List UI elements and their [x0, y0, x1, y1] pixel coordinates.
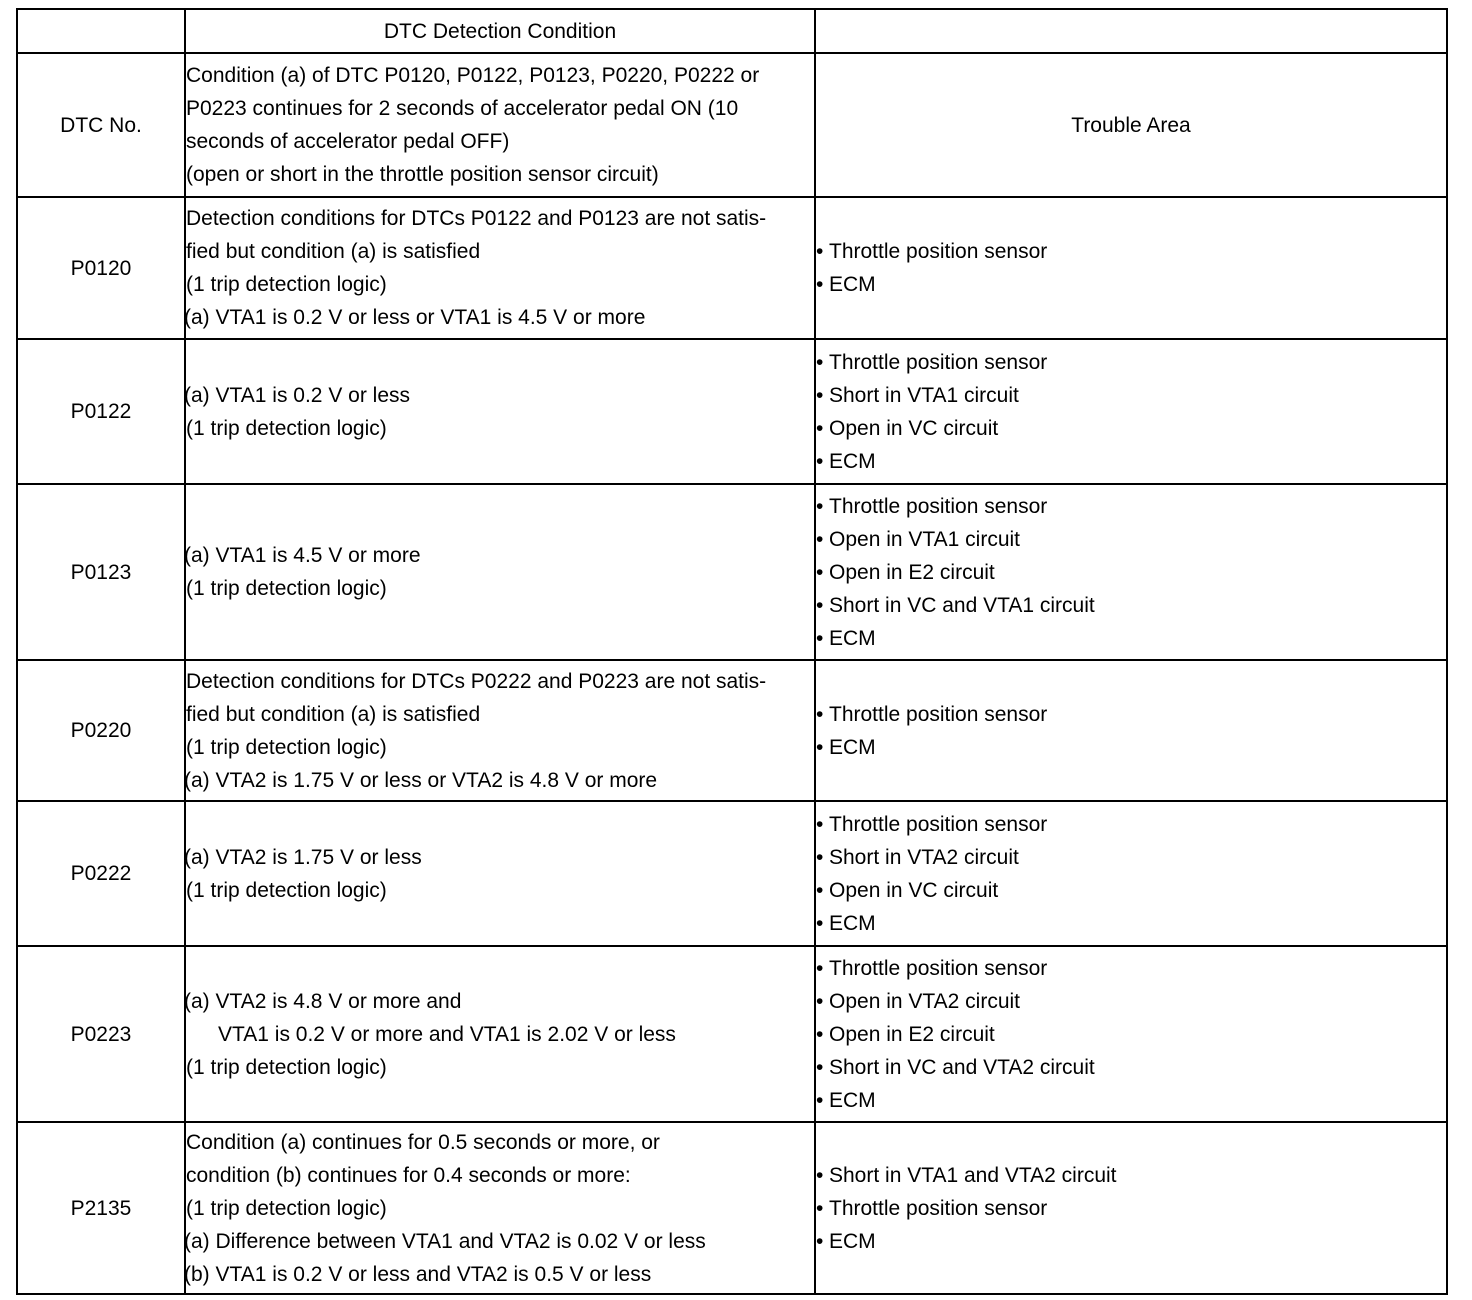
- condition-line: (a) VTA1 is 0.2 V or less: [184, 383, 411, 407]
- dtc-code: P0123: [17, 484, 185, 660]
- dtc-code: P0223: [17, 946, 185, 1122]
- trouble-area-item: • Short in VTA1 circuit: [816, 379, 1446, 412]
- condition-line: (1 trip detection logic): [186, 1055, 387, 1079]
- table-row: [17, 484, 1447, 660]
- trouble-area-item: • Short in VC and VTA2 circuit: [816, 1051, 1446, 1084]
- trouble-area: [815, 946, 1447, 1122]
- detection-condition: [185, 339, 815, 484]
- header-dtc-no: DTC No.: [17, 53, 185, 197]
- header-detection-condition: DTC Detection Condition: [185, 9, 815, 53]
- condition-line: (a) VTA2 is 1.75 V or less: [184, 845, 422, 869]
- dtc-code: P0220: [17, 660, 185, 801]
- table-row: [17, 1122, 1447, 1294]
- trouble-area-item: • Open in VC circuit: [816, 412, 1446, 445]
- condition-line: (1 trip detection logic): [186, 577, 387, 600]
- condition-line: (1 trip detection logic): [186, 735, 387, 759]
- header-condition-line: Condition (a) of DTC P0120, P0122, P0123, P0220, P0222 or: [186, 64, 760, 87]
- trouble-area: [815, 197, 1447, 339]
- condition-line: (a) VTA1 is 0.2 V or less or VTA1 is 4.5 V or more: [184, 306, 646, 329]
- detection-condition: [185, 660, 815, 801]
- table-row: [17, 339, 1447, 484]
- trouble-area: [815, 339, 1447, 484]
- trouble-area: [815, 1122, 1447, 1294]
- detection-condition: [185, 484, 815, 660]
- detection-condition: [185, 946, 815, 1122]
- condition-line: (1 trip detection logic): [186, 416, 387, 440]
- dtc-code: P2135: [17, 1122, 185, 1294]
- header-blank-cell-right: [815, 9, 1447, 53]
- condition-line: (1 trip detection logic): [186, 878, 387, 902]
- condition-line: (b) VTA1 is 0.2 V or less and VTA2 is 0.5 V or less: [184, 1262, 652, 1286]
- condition-line: (a) VTA2 is 4.8 V or more and: [184, 989, 462, 1013]
- trouble-area-item: • Short in VC and VTA1 circuit: [816, 589, 1446, 622]
- trouble-area-item: • Open in E2 circuit: [816, 1018, 1446, 1051]
- condition-line: (1 trip detection logic): [186, 273, 387, 296]
- trouble-area-item: • ECM: [816, 1084, 1446, 1117]
- condition-line: Condition (a) continues for 0.5 seconds or more, or: [186, 1130, 660, 1154]
- trouble-area-item: • ECM: [816, 907, 1446, 940]
- condition-line: (a) Difference between VTA1 and VTA2 is 0.02 V or less: [184, 1229, 706, 1253]
- condition-line: (a) VTA2 is 1.75 V or less or VTA2 is 4.8 V or more: [184, 768, 658, 792]
- table-header-row-main: [17, 53, 1447, 197]
- header-condition-line: P0223 continues for 2 seconds of accelerator pedal ON (10: [186, 97, 739, 120]
- table-row: [17, 801, 1447, 946]
- trouble-area-item: • Throttle position sensor: [816, 235, 1446, 268]
- condition-line: fied but condition (a) is satisfied: [186, 240, 481, 263]
- table-row: [17, 197, 1447, 339]
- table-row: [17, 946, 1447, 1122]
- trouble-area-item: • ECM: [816, 445, 1446, 478]
- trouble-area: [815, 660, 1447, 801]
- detection-condition: [185, 1122, 815, 1294]
- trouble-area-item: • ECM: [816, 1225, 1446, 1258]
- condition-line: (a) VTA1 is 4.5 V or more: [184, 544, 421, 567]
- header-trouble-area: Trouble Area: [815, 53, 1447, 197]
- header-condition-line: seconds of accelerator pedal OFF): [186, 130, 510, 153]
- table-header-row-top: [17, 9, 1447, 53]
- trouble-area-item: • Throttle position sensor: [816, 698, 1446, 731]
- trouble-area-item: • Throttle position sensor: [816, 490, 1446, 523]
- condition-line: (1 trip detection logic): [186, 1196, 387, 1220]
- condition-line: Detection conditions for DTCs P0122 and P0123 are not satis-: [186, 207, 767, 230]
- trouble-area-item: • Throttle position sensor: [816, 1192, 1446, 1225]
- dtc-code: P0122: [17, 339, 185, 484]
- trouble-area: [815, 484, 1447, 660]
- header-condition-text: [185, 53, 815, 197]
- trouble-area-item: • ECM: [816, 622, 1446, 655]
- trouble-area-item: • ECM: [816, 268, 1446, 301]
- condition-line: condition (b) continues for 0.4 seconds or more:: [186, 1163, 631, 1187]
- condition-line: fied but condition (a) is satisfied: [186, 702, 481, 726]
- trouble-area-item: • Open in VTA1 circuit: [816, 523, 1446, 556]
- trouble-area-item: • Open in VC circuit: [816, 874, 1446, 907]
- condition-line: Detection conditions for DTCs P0222 and P0223 are not satis-: [186, 669, 767, 693]
- detection-condition: [185, 197, 815, 339]
- dtc-code: P0222: [17, 801, 185, 946]
- header-condition-line: (open or short in the throttle position sensor circuit): [186, 163, 659, 186]
- trouble-area: [815, 801, 1447, 946]
- table-row: [17, 660, 1447, 801]
- trouble-area-item: • Throttle position sensor: [816, 808, 1446, 841]
- trouble-area-item: • Throttle position sensor: [816, 952, 1446, 985]
- trouble-area-item: • Open in VTA2 circuit: [816, 985, 1446, 1018]
- dtc-table: [16, 8, 1448, 1295]
- trouble-area-item: • ECM: [816, 731, 1446, 764]
- trouble-area-item: • Throttle position sensor: [816, 346, 1446, 379]
- trouble-area-item: • Open in E2 circuit: [816, 556, 1446, 589]
- header-blank-cell: [17, 9, 185, 53]
- trouble-area-item: • Short in VTA2 circuit: [816, 841, 1446, 874]
- detection-condition: [185, 801, 815, 946]
- trouble-area-item: • Short in VTA1 and VTA2 circuit: [816, 1159, 1446, 1192]
- dtc-code: P0120: [17, 197, 185, 339]
- condition-line: VTA1 is 0.2 V or more and VTA1 is 2.02 V or less: [218, 1022, 676, 1046]
